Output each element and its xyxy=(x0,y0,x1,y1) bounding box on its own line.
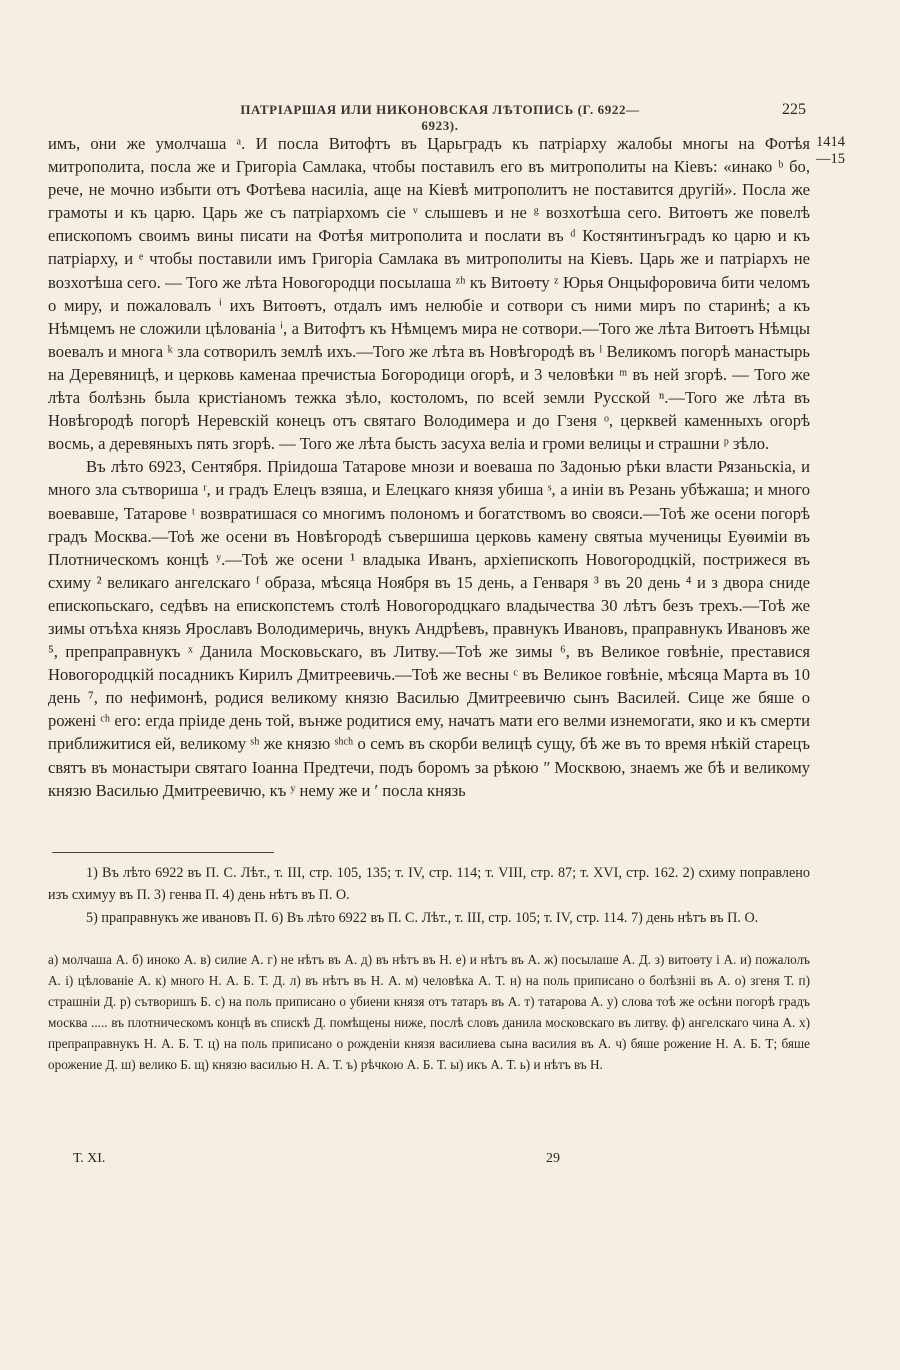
variant-readings xyxy=(48,949,810,1075)
footnote-divider xyxy=(52,852,274,853)
numbered-footnotes xyxy=(48,862,810,929)
signature-mark: 29 xyxy=(546,1151,560,1166)
volume-label: Т. XI. xyxy=(73,1151,106,1166)
margin-year-end: —15 xyxy=(816,151,845,167)
page-number: 225 xyxy=(782,101,806,118)
footnotes xyxy=(48,862,810,1075)
paragraph: имъ, они же умолчаша ᵃ. И посла Витофтъ въ Царьградъ къ патріарху жалобы многы на Фотѣя митрополита, посла же и Григоріа Самлака, чтобы поставилъ его въ митрополиты на Кіевъ: «инако ᵇ бо, рече, не мочно избыти отъ Фотѣева насиліа, аще на Кіевѣ митрополитъ не поставится другій». Посла же грамоты и къ царю. Царь же съ патріархомъ сіе ᵛ слышевъ и не ᵍ возхотѣша сего. Витоѳтъ же повелѣ епископомъ своимъ вины писати на Фотѣя митрополита и послати въ ᵈ Костянтинъградъ ко царю и къ патріарху, и ᵉ чтобы поставили имъ Григоріа Самлака въ митрополиты на Кіевъ. Царь же и патріархъ не возхотѣша сего. — Того же лѣта Новогородци посылаша ᶻʰ къ Витоѳту ᶻ Юрья Онцыфоровича бити челомъ о миру, и пожаловалъ ⁱ ихъ Витоѳтъ, отдалъ имъ нелюбіе и сотвори съ ними миръ по старинѣ; а къ Нѣмцемъ не сложили цѣлованіа ⁱ, а Витофтъ къ Нѣмцемъ мира не сотвори.—Того же лѣта Витоѳтъ Нѣмцы воевалъ и многа ᵏ зла сотворилъ землѣ ихъ.—Того же лѣта въ Новѣгородѣ въ ˡ Великомъ погорѣ манастырь на Деревяницѣ, и церковь каменаа пречистыа Богородици огорѣ, и 3 человѣки ᵐ въ ней згорѣ. — Того же лѣта болѣзнь была кристіаномъ тежка зѣло, костоломъ, по всей земли Русской ⁿ.—Того же лѣта въ Новѣгородѣ погорѣ Неревскій конецъ отъ святаго Володимера и до Гзеня ᵒ, церквей каменныхъ огорѣ восмь, а деревяныхъ пять згорѣ. — Того же лѣта бысть засуха веліа и громи велицы и страшни ᵖ зѣло. xyxy=(48,134,810,454)
footnote-line: 5) праправнукъ же ивановъ П. 6) Въ лѣто 6922 въ П. С. Лѣт., т. III, стр. 105; т. IV, стр. 114. 7) день нѣтъ въ П. О. xyxy=(86,909,759,926)
variant-readings-text: а) молчаша А. б) иноко А. в) силие А. г) не нѣтъ въ А. д) въ нѣтъ въ Н. е) и нѣтъ въ А. ж) посылаше А. Д. з) витоѳту і А. и) пожалолъ А. і) цѣлованіе А. к) много Н. А. Б. Т. Д. л) въ нѣтъ въ Н. А. м) человѣка А. Т. н) на поль приписано о болѣзніі въ А. о) згеня Т. п) страшніи Д. р) сътворишъ Б. с) на поль приписано о убиени князя отъ татаръ въ А. т) татарова А. у) слова тоѣ же осѣни погорѣ градъ москва ..... въ плотническомъ концѣ въ спискѣ Д. помѣщены ниже, послѣ словъ данила московскаго въ литву. ф) ангелскаго чина А. х) препраправнукъ Н. А. Б. Т. ц) на поль приписано о рожденіи князя василиева сына василия въ А. ч) бяше рожение Н. А. Б. Т; бяше орожение Д. ш) велико Б. щ) князю василью Н. А. Т. ъ) рѣчкою А. Б. Т. ы) икъ А. Т. ь) и нѣтъ въ Н. xyxy=(48,951,810,1072)
running-header xyxy=(0,101,900,133)
page-footer xyxy=(0,1151,900,1171)
main-text xyxy=(48,132,810,802)
margin-year-start: 1414 xyxy=(816,134,845,150)
margin-year-note xyxy=(816,134,845,168)
paragraph: Въ лѣто 6923, Сентября. Пріидоша Татарове мнози и воеваша по Задонью рѣки власти Рязаньскіа, и много зла сътвориша ʳ, и градъ Елецъ взяша, и Елецкаго князя убиша ˢ, а иніи въ Резань убѣжаша; и много воевавше, Татарове ᵗ возвратишася со многимъ полономъ и богатствомъ во свояси.—Тоѣ же осени погорѣ градъ Москва.—Тоѣ же осени въ Новѣгородѣ съвершиша церковь камену святыа мученицы Еуѳиміи въ Плотническомъ концѣ ʸ.—Тоѣ же осени ¹ владыка Иванъ, архіепископъ Новогородцкій, пострижеся въ схиму ² великаго ангелскаго ᶠ образа, мѣсяца Ноября въ 15 день, а Генваря ³ въ 20 день ⁴ и з двора сниде епископьскаго, седѣвъ на епископстемъ столѣ Новогородцкаго владычества 30 лѣтъ безъ трехъ.—Тоѣ же зимы отъѣха князь Ярославъ Володимеричь, внукъ Андрѣевъ, правнукъ Ивановъ, праправнукъ Ивановъ же ⁵, препраправнукъ ˣ Данила Московьскаго, въ Литву.—Тоѣ же зимы ⁶, въ Великое говѣніе, преставися Новогородцкій посадникъ Кирилъ Дмитреевичь.—Тоѣ же весны ᶜ въ Великое говѣніе, мѣсяца Марта въ 10 день ⁷, по нефимонѣ, родися великому князю Василью Дмитреевичю сынъ Василей. Сице же бяше о рожені ᶜʰ его: егда пріиде день той, вънже родитися ему, начатъ мати его велми изнемогати, яко и къ смерти приближитися ей, великому ˢʰ же князю ˢʰᶜʰ о семъ въ скорби велицѣ сущу, бѣ же въ то время нѣкій старецъ святъ въ монастыри святаго Іоанна Предтечи, подъ боромъ за рѣкою ʺ Москвою, знаемъ же бѣ и великому князю Василью Дмитреевичю, къ ʸ нему же и ʹ посла князь xyxy=(48,457,810,800)
running-title: ПАТРІАРШАЯ ИЛИ НИКОНОВСКАЯ ЛѢТОПИСЬ (Г. 6922—6923). xyxy=(240,102,640,133)
footnote-line: 1) Въ лѣто 6922 въ П. С. Лѣт., т. III, стр. 105, 135; т. IV, стр. 114; т. VIII, стр. 87; т. XVI, стр. 162. 2) схиму поправлено изъ схимуу въ П. 3) генва П. 4) день нѣтъ въ П. О. xyxy=(48,865,810,904)
